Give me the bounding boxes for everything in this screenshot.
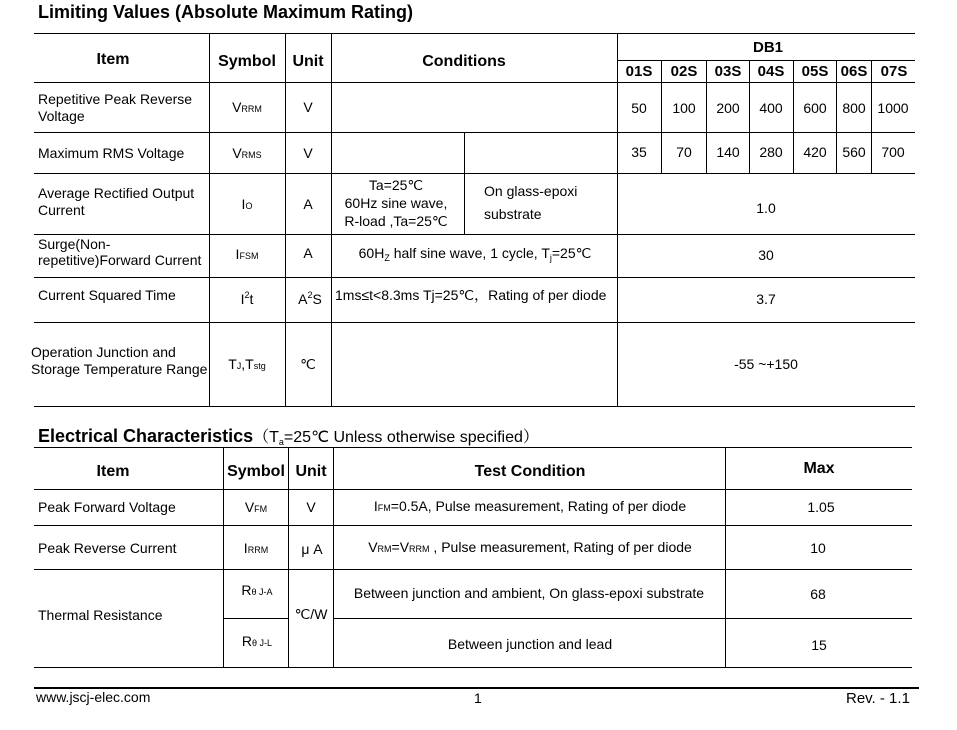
value-05s: 600 (803, 100, 827, 116)
value-06s: 800 (842, 100, 866, 116)
symbol-vfm: VFM (244, 499, 268, 515)
row-item-peak-forward-voltage: Peak Forward Voltage (38, 499, 176, 515)
symbol-vrrm: VRRM (232, 99, 262, 115)
header-test-condition: Test Condition (474, 463, 586, 480)
max-thermal-jl: 15 (811, 637, 827, 653)
header-item: Item (96, 463, 130, 480)
header-unit: Unit (292, 53, 324, 70)
row-item-thermal-resistance: Thermal Resistance (38, 607, 163, 623)
header-unit: Unit (295, 463, 327, 480)
header-symbol: Symbol (218, 53, 276, 70)
symbol-vrms: VRMS (232, 145, 262, 161)
unit-celsius-per-watt: ℃/W (294, 606, 328, 622)
header-grade-01s: 01S (625, 63, 653, 80)
value-03s: 200 (716, 100, 740, 116)
value-06s: 560 (842, 144, 866, 160)
row-item-surge-2: repetitive)Forward Current (38, 252, 202, 268)
max-reverse-current: 10 (810, 540, 826, 556)
row-item-temperature-1: Operation Junction and (31, 344, 176, 360)
max-thermal-ja: 68 (810, 586, 826, 602)
value-04s: 280 (759, 144, 783, 160)
condition-substrate-2: substrate (484, 206, 542, 222)
symbol-r-theta-jl: Rθ J-L (241, 633, 273, 649)
value-05s: 420 (803, 144, 827, 160)
footer-page-number: 1 (474, 690, 482, 706)
unit-a: A (303, 245, 313, 261)
row-item-average-rectified-output-current: Average Rectified Output Current (38, 185, 195, 218)
value-01s: 50 (631, 100, 647, 116)
symbol-i2t: $I^2t$ (240, 290, 254, 307)
max-forward-voltage: 1.05 (807, 499, 835, 515)
unit-a: A (303, 196, 313, 212)
value-04s: 400 (759, 100, 783, 116)
unit-ua: μ A (301, 541, 323, 557)
value-07s: 1000 (877, 100, 909, 116)
value-07s: 700 (881, 144, 905, 160)
header-max: Max (803, 460, 835, 477)
value-surge-current: 30 (758, 247, 774, 263)
row-item-surge-1: Surge(Non- (38, 236, 111, 252)
condition-junction-ambient: Between junction and ambient, On glass-epoxi substrate (353, 585, 705, 601)
row-item-maximum-rms-voltage: Maximum RMS Voltage (38, 145, 185, 161)
row-item-temperature-2: Storage Temperature Range (31, 361, 208, 377)
header-conditions: Conditions (422, 53, 506, 70)
row-item-peak-reverse-current: Peak Reverse Current (38, 540, 177, 556)
value-02s: 70 (676, 144, 692, 160)
value-temperature-range: -55 ~+150 (734, 356, 798, 372)
header-symbol: Symbol (227, 463, 285, 480)
row-item-repetitive-peak-reverse-voltage: Repetitive Peak Reverse Voltage (38, 91, 193, 124)
condition-half-sine: $60H_Z$ half sine wave, 1 cycle, $T_j=25℃$ (358, 245, 592, 263)
header-grade-02s: 02S (670, 63, 698, 80)
header-grade-07s: 07S (880, 63, 908, 80)
value-01s: 35 (631, 144, 647, 160)
header-grade-03s: 03S (714, 63, 742, 80)
value-avg-current: 1.0 (756, 200, 776, 216)
symbol-ifsm: IFSM (235, 246, 259, 262)
footer-divider (34, 687, 919, 689)
symbol-r-theta-ja: Rθ J-A (241, 582, 273, 598)
footer-website: www.jscj-elec.com (36, 689, 151, 705)
condition-r-load: R-load ,Ta=25℃ (344, 213, 448, 229)
condition-reverse: VRM=VRRM , Pulse measurement, Rating of per diode (368, 539, 692, 555)
symbol-irrm: IRRM (243, 540, 269, 556)
section-title-limiting-values: Limiting Values (Absolute Maximum Rating) (38, 2, 414, 22)
section-title-electrical-characteristics: Electrical $Characteristics(T_a=25℃$ Unless otherwise specified） (38, 426, 539, 447)
value-i2t: 3.7 (756, 291, 776, 307)
footer-revision: Rev. - 1.1 (846, 690, 910, 707)
condition-forward: IFM=0.5A, Pulse measurement, Rating of per diode (373, 498, 687, 514)
value-02s: 100 (672, 100, 696, 116)
header-item: Item (96, 51, 130, 68)
condition-ta: Ta=25℃ (368, 177, 424, 193)
unit-a2s: $A^2S$ (298, 290, 322, 307)
header-db1: DB1 (752, 39, 784, 56)
row-item-current-squared-time: Current Squared Time (38, 287, 176, 303)
condition-sine-wave: 60Hz sine wave, (344, 195, 448, 211)
unit-v: V (303, 99, 313, 115)
header-grade-06s: 06S (840, 63, 868, 80)
header-grade-04s: 04S (757, 63, 785, 80)
symbol-tj-tstg: TJ,Tstg (228, 356, 266, 372)
symbol-io: IO (241, 196, 253, 212)
condition-substrate-1: On glass-epoxi (484, 183, 578, 199)
header-grade-05s: 05S (801, 63, 829, 80)
condition-junction-lead: Between junction and lead (447, 636, 613, 652)
unit-celsius: ℃ (300, 356, 316, 372)
unit-v: V (306, 499, 316, 515)
value-03s: 140 (716, 144, 740, 160)
unit-v: V (303, 145, 313, 161)
condition-pulse-width: 1ms≤t<8.3ms Tj=25℃，Rating of per diode (335, 287, 607, 303)
